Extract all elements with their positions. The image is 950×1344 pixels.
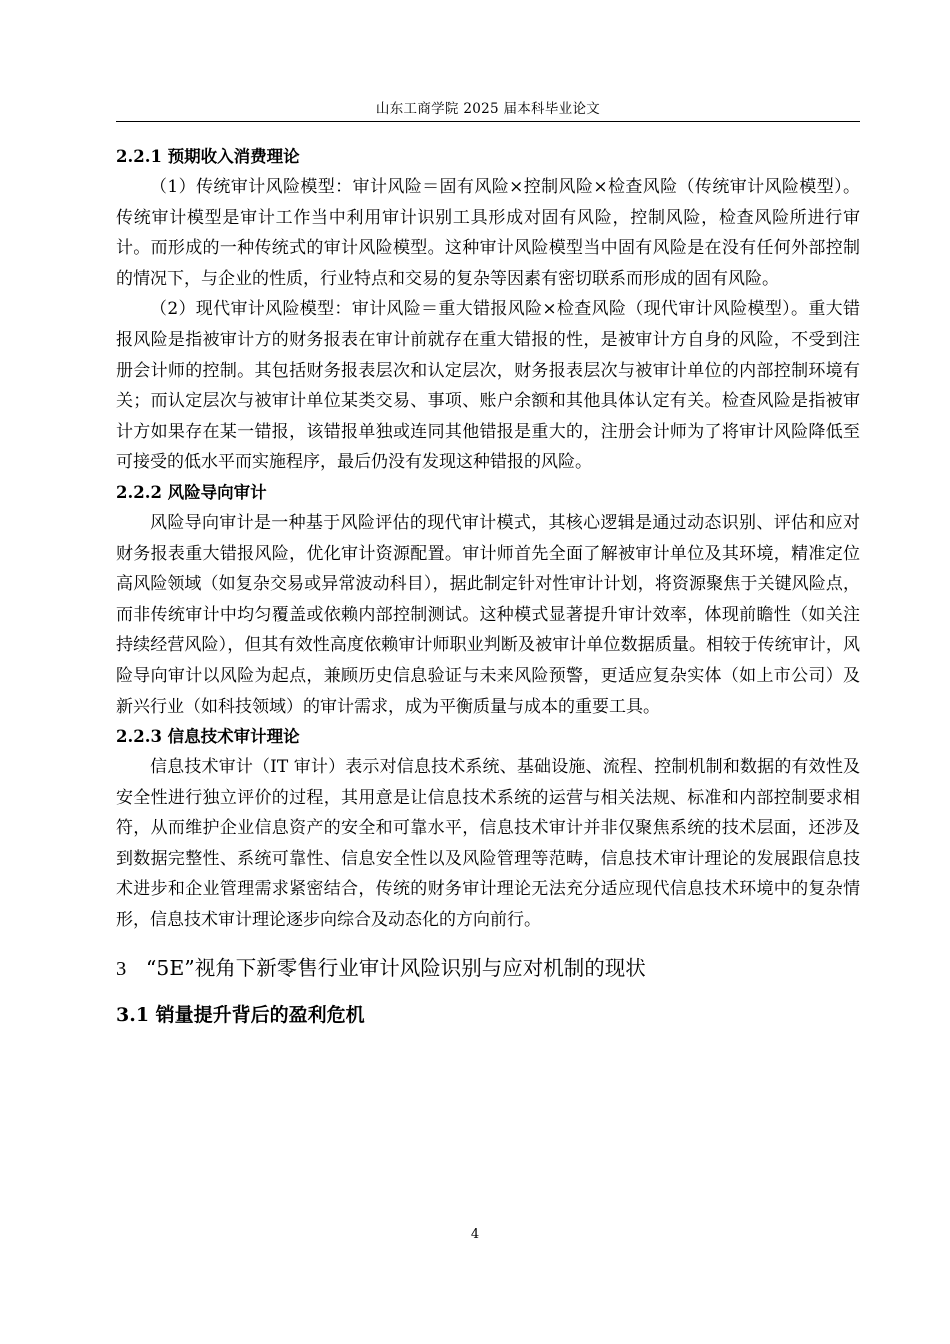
section-heading-2-2-1: 2.2.1 预期收入消费理论 (116, 147, 300, 166)
paragraph-modern-audit-risk-model: （2）现代审计风险模型：审计风险＝重大错报风险×检查风险（现代审计风险模型）。重大错报风险是指被审计方的财务报表在审计前就存在重大错报的性，是被审计方自身的风险，不受到注册会计师的控制。其包括财务报表层次和认定层次，财务报表层次与被审计单位的内部控制环境有关；而认定层次与被审计单位某类交易、事项、账户余额和其他具体认定有关。检查风险是指被审计方如果存在某一错报，该错报单独或连同其他错报是重大的，注册会计师为了将审计风险降低至可接受的低水平而实施程序，最后仍没有发现这种错报的风险。 (116, 299, 860, 473)
subchapter-heading: 3.1 销量提升背后的盈利危机 (116, 1003, 365, 1026)
chapter-title: “5E”视角下新零售行业审计风险识别与应对机制的现状 (145, 955, 646, 980)
section-heading-2-2-2: 2.2.2 风险导向审计 (116, 482, 267, 502)
paragraph-risk-oriented-audit: 风险导向审计是一种基于风险评估的现代审计模式，其核心逻辑是通过动态识别、评估和应对财务报表重大错报风险，优化审计资源配置。审计师首先全面了解被审计单位及其环境，精准定位高风险领域（如复杂交易或异常波动科目），据此制定针对性审计计划，将资源聚焦于关键风险点，而非传统审计中均匀覆盖或依赖内部控制测试。这种模式显著提升审计效率，体现前瞻性（如关注持续经营风险），但其有效性高度依赖审计师职业判断及被审计单位数据质量。相较于传统审计，风险导向审计以风险为起点，兼顾历史信息验证与未来风险预警，更适应复杂实体（如上市公司）及新兴行业（如科技领域）的审计需求，成为平衡质量与成本的重要工具。 (116, 512, 860, 717)
chapter-heading (116, 955, 860, 982)
running-header: 山东工商学院 2025 届本科毕业论文 (375, 101, 601, 117)
paragraph-traditional-audit-risk-model: （1）传统审计风险模型：审计风险＝固有风险×控制风险×检查风险（传统审计风险模型）。传统审计模型是审计工作当中利用审计识别工具形成对固有风险，控制风险，检查风险所进行审计。而形成的一种传统式的审计风险模型。这种审计风险模型当中固有风险是在没有任何外部控制的情况下，与企业的性质，行业特点和交易的复杂等因素有密切联系而形成的固有风险。 (116, 177, 860, 289)
section-heading-2-2-3: 2.2.3 信息技术审计理论 (116, 727, 300, 747)
chapter-number: 3 (116, 957, 127, 980)
header-rule (116, 121, 860, 122)
page-body (116, 142, 860, 1028)
page-number: 4 (470, 1227, 480, 1242)
paragraph-it-audit-theory: 信息技术审计（IT 审计）表示对信息技术系统、基础设施、流程、控制机制和数据的有效性及安全性进行独立评价的过程，其用意是让信息技术系统的运营与相关法规、标准和内部控制要求相符，从而维护企业信息资产的安全和可靠水平，信息技术审计并非仅聚焦系统的技术层面，还涉及到数据完整性、系统可靠性、信息安全性以及风险管理等范畴，信息技术审计理论的发展跟信息技术进步和企业管理需求紧密结合，传统的财务审计理论无法充分适应现代信息技术环境中的复杂情形，信息技术审计理论逐步向综合及动态化的方向前行。 (116, 757, 860, 931)
